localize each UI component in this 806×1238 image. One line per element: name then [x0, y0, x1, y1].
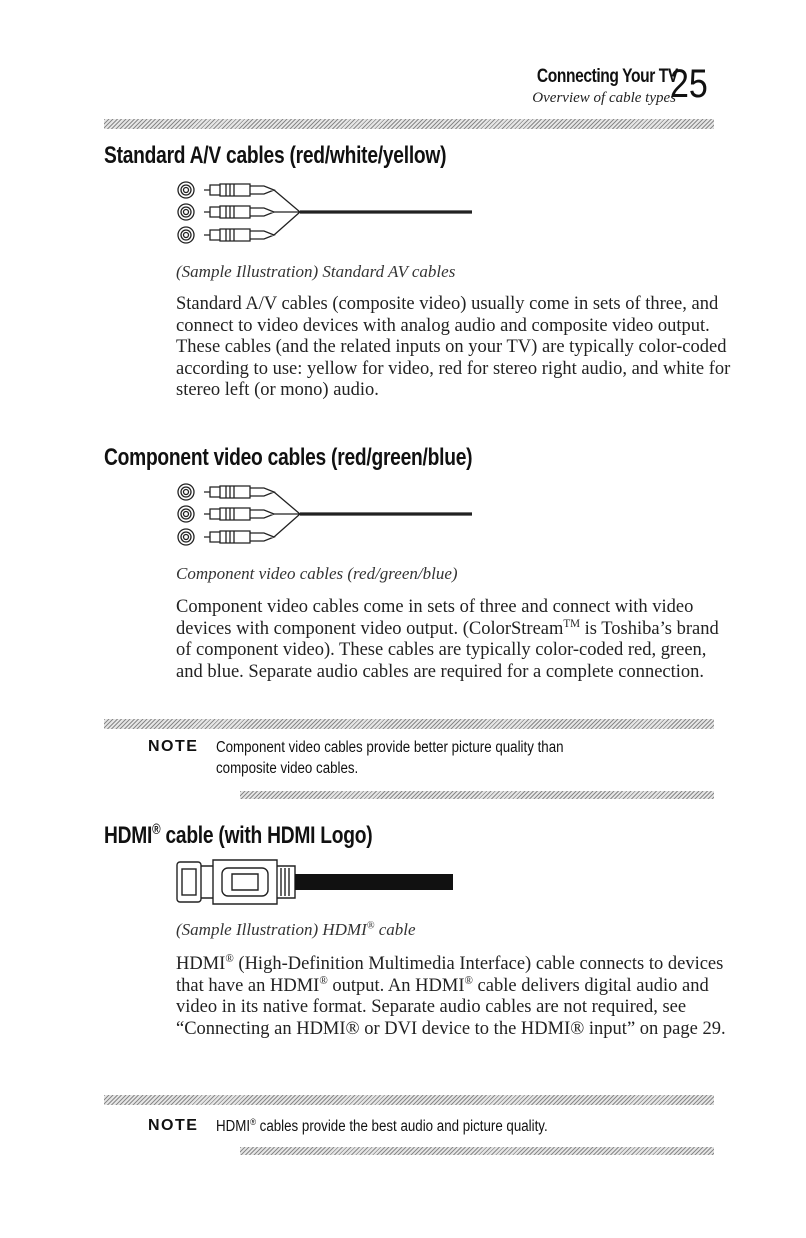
rca-plug-icon — [178, 227, 274, 243]
note-label: NOTE — [148, 738, 199, 755]
component-video-cable-illustration — [172, 480, 477, 550]
rca-plug-icon — [178, 182, 274, 198]
section-title-component-video: Component video cables (red/green/blue) — [104, 444, 473, 471]
hdmi-cable-illustration — [174, 856, 460, 908]
figure-caption-standard-av: (Sample Illustration) Standard AV cables — [176, 262, 456, 281]
running-header-subtitle: Overview of cable types — [532, 90, 676, 106]
rca-plug-icon — [178, 506, 274, 522]
rca-plug-icon — [178, 529, 274, 545]
header-rule — [104, 119, 714, 129]
rca-plug-icon — [178, 204, 274, 220]
body-text-hdmi: HDMI® (High-Definition Multimedia Interface) cable connects to devices that have an HDMI® output. An HDMI® cable delivers digital audio and video in its native format. Separate audio cables are not required, see “Connecting an HDMI® or DVI device to the HDMI® input” on page 29. — [176, 952, 726, 1039]
body-text-standard-av: Standard A/V cables (composite video) usually come in sets of three, and connect to video devices with analog audio and composite video output. These cables (and the related inputs on your TV) are typically color-coded according to use: yellow for video, red for stereo right audio, and white for stereo left (or mono) audio. — [176, 294, 731, 400]
note-rule-bottom — [240, 791, 714, 799]
section-title-standard-av: Standard A/V cables (red/white/yellow) — [104, 142, 447, 169]
page-number: 25 — [669, 62, 708, 106]
note-rule-top — [104, 719, 714, 729]
body-text-component-video: Component video cables come in sets of three and connect with video devices with component video output. (ColorStream™ is Toshiba’s brand of component video). These cables are typically color-coded red, green, and blue. Separate audio cables are required for a complete connection. — [176, 597, 719, 682]
note-rule-top — [104, 1095, 714, 1105]
note-text-component: Component video cables provide better picture quality than composite video cables. — [216, 739, 564, 777]
running-header-title: Connecting Your TV — [537, 66, 678, 87]
figure-caption-hdmi: (Sample Illustration) HDMI® cable — [176, 920, 416, 939]
standard-av-cable-illustration — [172, 178, 477, 248]
trademark-symbol: TM — [563, 617, 581, 630]
note-label: NOTE — [148, 1117, 199, 1134]
section-title-hdmi: HDMI® cable (with HDMI Logo) — [104, 822, 373, 849]
note-rule-bottom — [240, 1147, 714, 1155]
figure-caption-component-video: Component video cables (red/green/blue) — [176, 564, 458, 583]
rca-plug-icon — [178, 484, 274, 500]
note-text-hdmi: HDMI® cables provide the best audio and picture quality. — [216, 1116, 548, 1135]
